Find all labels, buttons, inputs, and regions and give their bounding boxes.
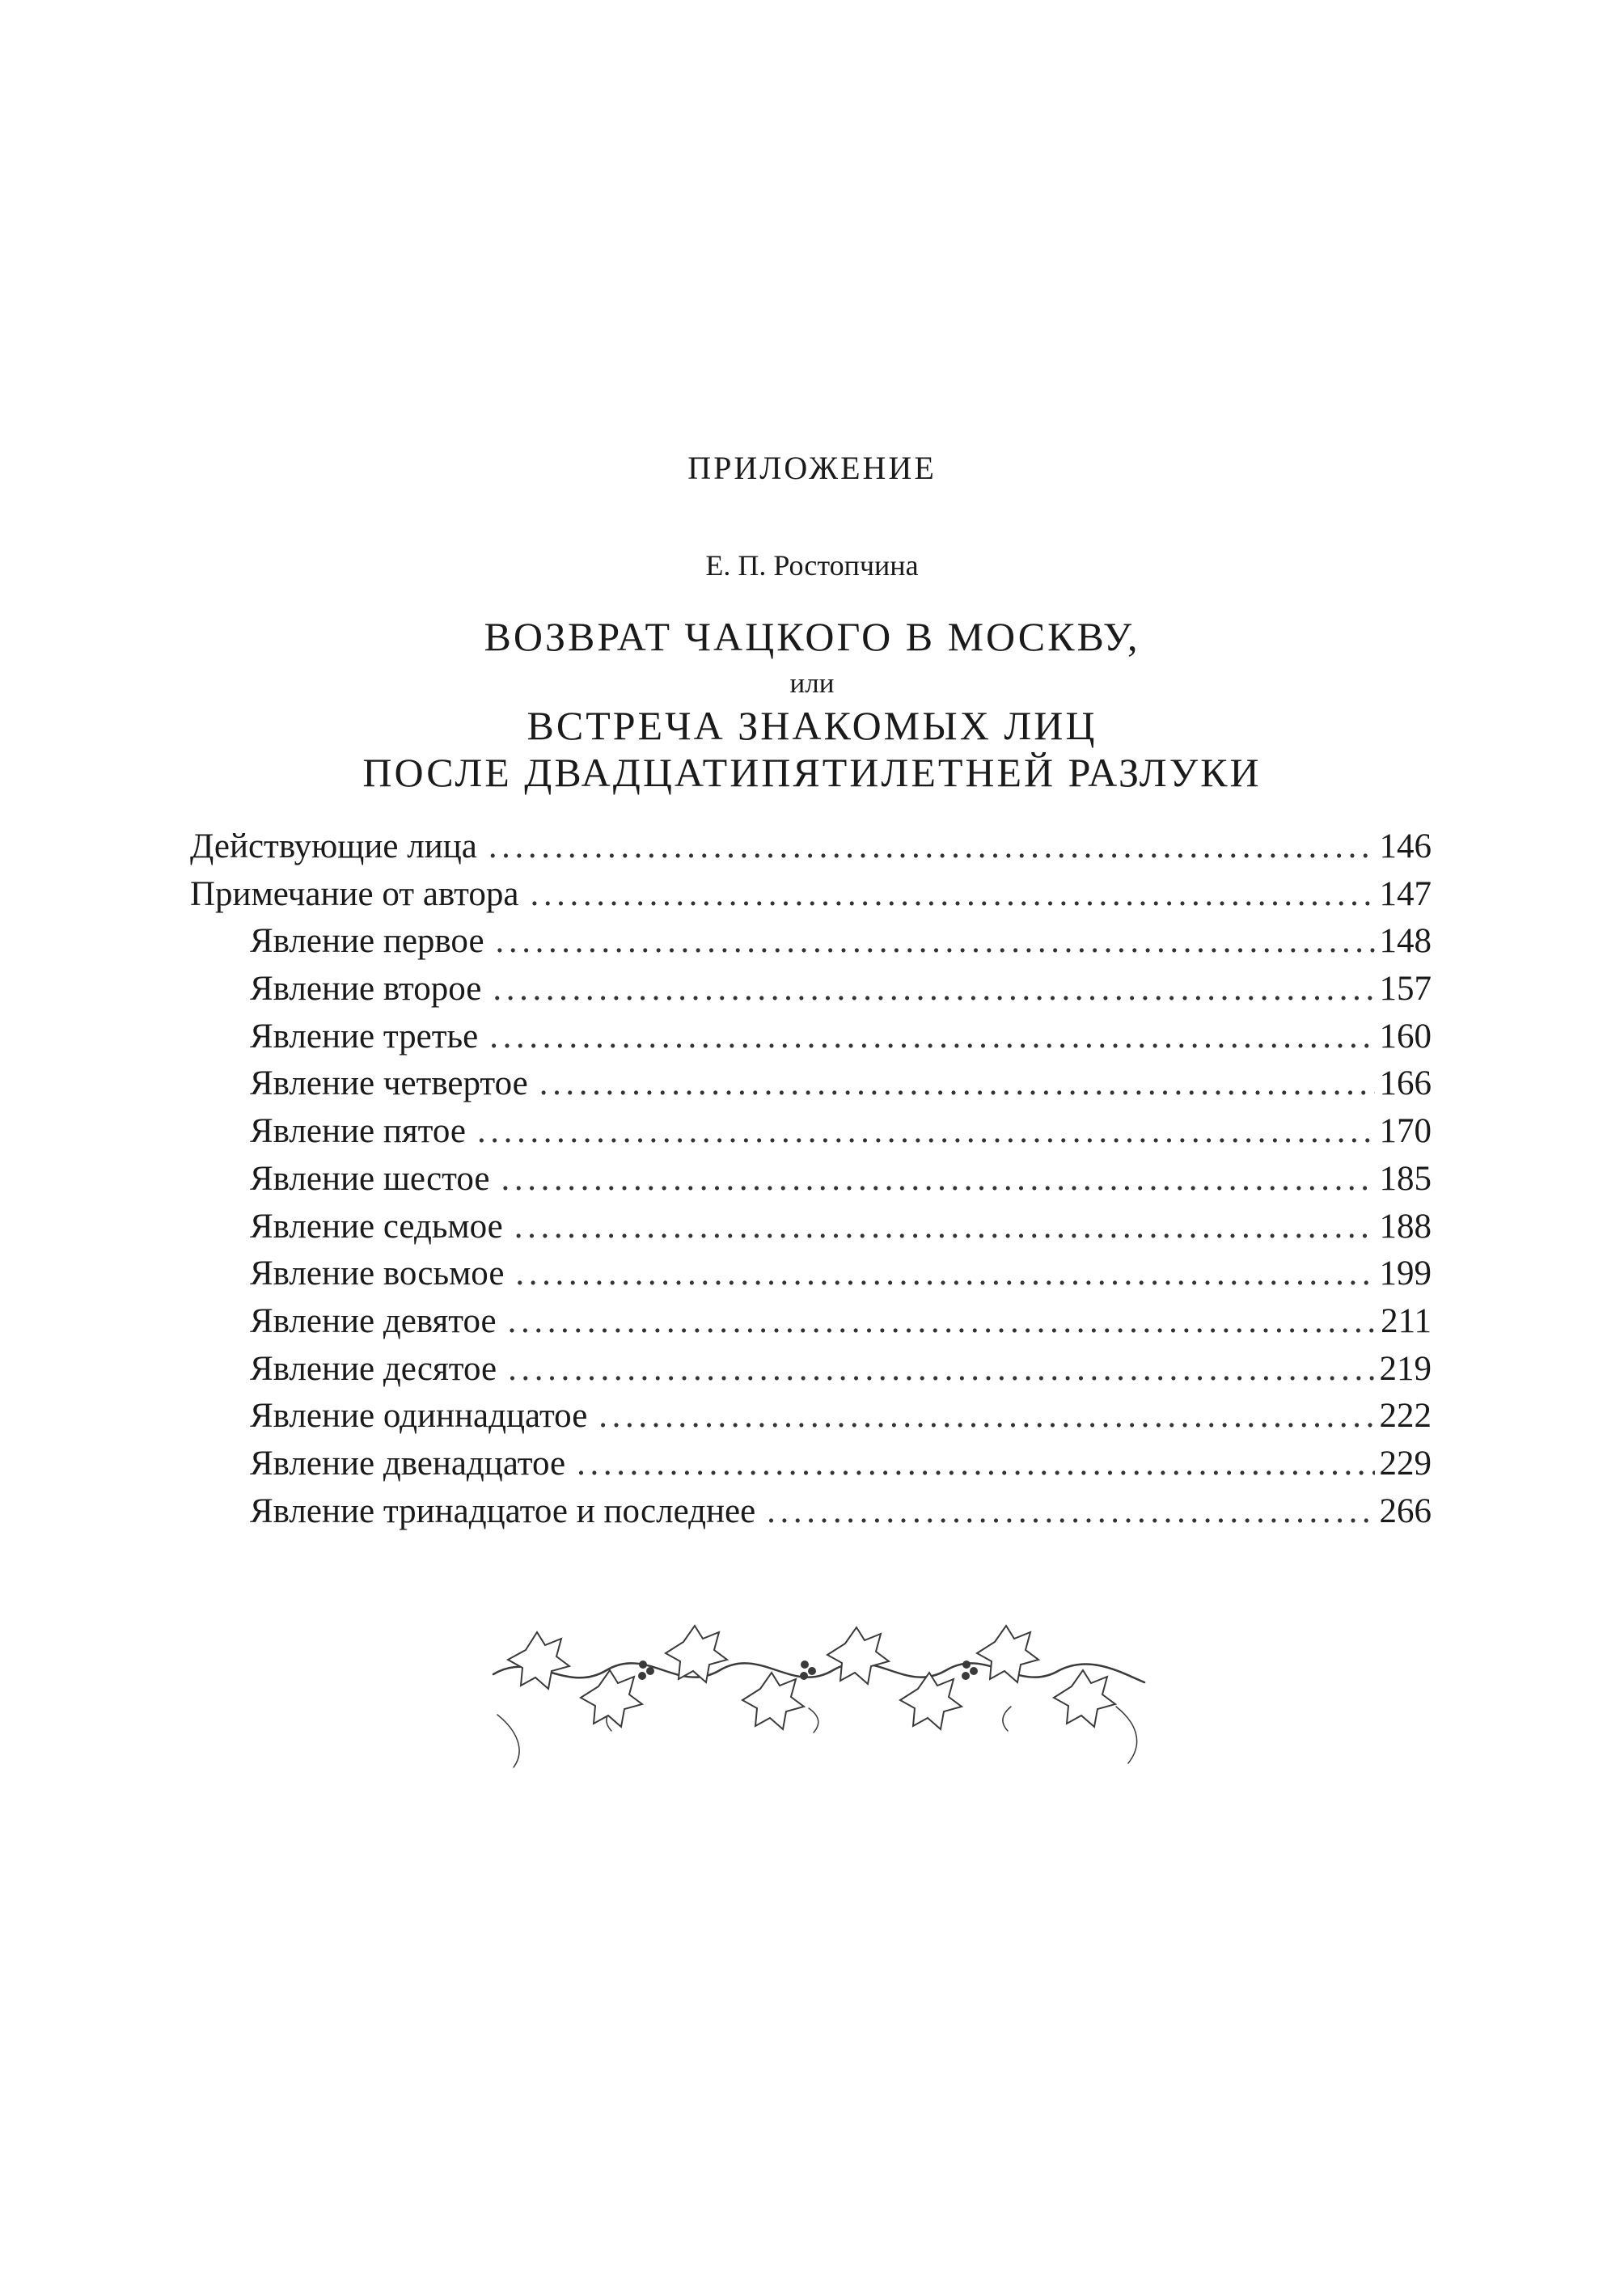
toc-leader-dots [539, 1060, 1375, 1108]
toc-entry[interactable] [190, 1013, 1432, 1061]
toc-entry-page: 222 [1379, 1397, 1432, 1436]
toc-entry-label: Явление пятое [250, 1112, 466, 1151]
toc-entry[interactable] [190, 1488, 1432, 1536]
toc-leader-dots [501, 1156, 1375, 1204]
toc-entry-page: 219 [1379, 1349, 1432, 1388]
toc-entry-label: Явление первое [250, 922, 484, 961]
toc-leader-dots [496, 918, 1375, 966]
toc-entry-page: 185 [1379, 1159, 1432, 1198]
toc-entry-label: Явление шестое [250, 1159, 490, 1198]
toc-entry[interactable] [190, 1298, 1432, 1346]
toc-entry[interactable] [190, 871, 1432, 919]
toc-entry-page: 229 [1379, 1444, 1432, 1483]
toc-leader-dots [577, 1441, 1374, 1488]
toc-entry-label: Явление седьмое [250, 1207, 503, 1246]
toc-entry-page: 199 [1379, 1254, 1432, 1293]
toc-entry[interactable] [190, 966, 1432, 1013]
toc-entry-label: Явление одиннадцатое [250, 1397, 588, 1436]
toc-leader-dots [514, 1204, 1375, 1251]
toc-entry-label: Явление двенадцатое [250, 1444, 566, 1483]
toc-entry-label: Явление тринадцатое и последнее [250, 1491, 756, 1530]
toc-leader-dots [515, 1250, 1374, 1298]
toc-entry-label: Явление третье [250, 1017, 479, 1056]
toc-entry-label: Явление десятое [250, 1349, 497, 1388]
toc-entry-label: Примечание от автора [190, 874, 519, 913]
toc-entry[interactable] [190, 918, 1432, 966]
toc-entry[interactable] [190, 1108, 1432, 1156]
work-title-line-1: ВОЗВРАТ ЧАЦКОГО В МОСКВУ, [484, 614, 1140, 659]
toc-leader-dots [489, 1013, 1374, 1061]
toc-leader-dots [767, 1488, 1374, 1536]
toc-entry[interactable] [190, 1441, 1432, 1488]
toc-entry-page: 157 [1379, 970, 1432, 1009]
toc-leader-dots [530, 871, 1374, 919]
toc-leader-dots [493, 966, 1374, 1013]
toc-entry-label: Явление четвертое [250, 1064, 528, 1103]
toc-entry-page: 211 [1381, 1301, 1432, 1340]
toc-entry[interactable] [190, 1393, 1432, 1441]
toc-entry[interactable] [190, 1156, 1432, 1204]
toc-entry[interactable] [190, 823, 1432, 871]
toc-entry-page: 188 [1379, 1207, 1432, 1246]
toc-leader-dots [477, 1108, 1375, 1156]
toc-leader-dots [488, 823, 1375, 871]
toc-entry[interactable] [190, 1250, 1432, 1298]
toc-entry[interactable] [190, 1346, 1432, 1394]
toc-entry-label: Явление восьмое [250, 1254, 505, 1293]
toc-leader-dots [508, 1346, 1374, 1394]
toc-entry-page: 170 [1379, 1112, 1432, 1151]
toc-entry-page: 266 [1379, 1491, 1432, 1530]
author-name: Е. П. Ростопчина [705, 549, 919, 582]
floral-vine-ornament-icon [477, 1618, 1157, 1779]
toc-entry[interactable] [190, 1204, 1432, 1251]
toc-entry-page: 146 [1379, 827, 1432, 865]
toc-entry[interactable] [190, 1060, 1432, 1108]
toc-leader-dots [508, 1298, 1376, 1346]
toc-entry-page: 148 [1379, 922, 1432, 961]
table-of-contents [190, 823, 1432, 1535]
toc-entry-label: Действующие лица [190, 827, 477, 865]
toc-entry-label: Явление второе [250, 970, 482, 1009]
toc-entry-page: 147 [1379, 874, 1432, 913]
toc-entry-page: 160 [1379, 1017, 1432, 1056]
toc-leader-dots [598, 1393, 1374, 1441]
work-title-line-2: ВСТРЕЧА ЗНАКОМЫХ ЛИЦ [527, 703, 1097, 748]
section-heading: ПРИЛОЖЕНИЕ [687, 450, 937, 486]
toc-entry-label: Явление девятое [250, 1301, 497, 1340]
work-title-line-3: ПОСЛЕ ДВАДЦАТИПЯТИЛЕТНЕЙ РАЗЛУКИ [362, 750, 1262, 795]
title-connector: или [789, 667, 835, 699]
toc-entry-page: 166 [1379, 1064, 1432, 1103]
